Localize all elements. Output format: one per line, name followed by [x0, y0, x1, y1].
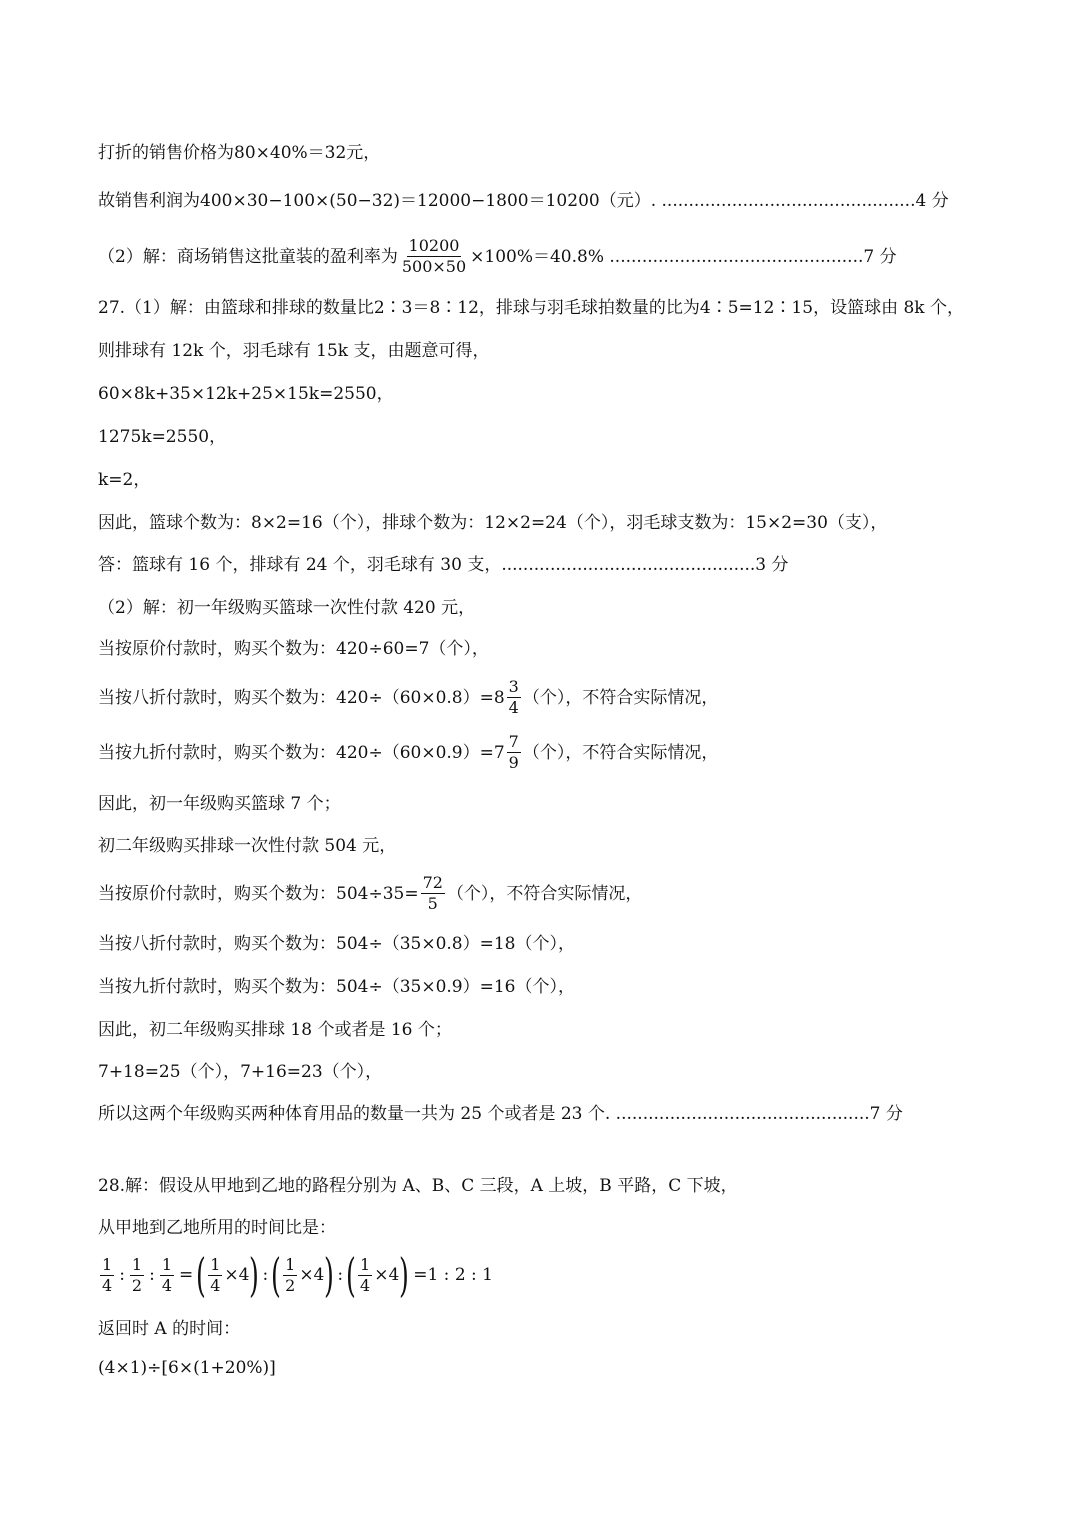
- text-line: [98, 596, 475, 620]
- fraction-numerator: 1: [131, 1254, 143, 1274]
- fraction-numerator: 1: [285, 1254, 296, 1274]
- text-line: [98, 792, 341, 816]
- line-text: 初二年级购买排球一次性付款 504 元，: [98, 836, 397, 856]
- text-line: [98, 296, 964, 320]
- line-text: （个），不符合实际情况，: [446, 883, 643, 904]
- line-text: 当按九折付款时，购买个数为：420÷（60×0.9）=7: [98, 742, 505, 763]
- line-text: (4×1)÷[6×(1+20%)]: [98, 1358, 276, 1378]
- left-paren: (: [196, 1248, 207, 1302]
- line-text: 返回时 A 的时间：: [98, 1319, 241, 1339]
- text-line: [98, 637, 489, 661]
- fraction-denominator: 4: [161, 1275, 173, 1295]
- right-paren: ): [324, 1248, 335, 1302]
- fraction-numerator: 10200: [408, 236, 460, 255]
- left-paren: (: [346, 1248, 356, 1302]
- fraction-numerator: 1: [102, 1254, 113, 1274]
- fraction-denominator: 5: [427, 894, 438, 913]
- fraction: [507, 677, 521, 718]
- fraction: [160, 1255, 174, 1296]
- text-line: [98, 382, 394, 406]
- equals-sign: =: [179, 1265, 194, 1285]
- line-text: 因此，初二年级购买排球 18 个或者是 16 个；: [98, 1020, 452, 1040]
- fraction: [100, 1255, 114, 1296]
- text-line: [98, 468, 150, 492]
- line-text: 则排球有 12k 个，羽毛球有 15k 支，由题意可得，: [98, 341, 490, 361]
- multiplier: ×4: [374, 1265, 400, 1285]
- line-text: 所以这两个年级购买两种体育用品的数量一共为 25 个或者是 23 个. ...............................................7 分: [98, 1104, 903, 1124]
- text-line: [98, 834, 396, 858]
- ratio-result: =1 : 2 : 1: [413, 1265, 493, 1285]
- line-text: 60×8k+35×12k+25×15k=2550，: [98, 384, 394, 404]
- fraction-numerator: 72: [422, 873, 443, 892]
- line-text: 当按原价付款时，购买个数为：504÷35=: [98, 883, 419, 904]
- right-paren: ): [399, 1248, 410, 1302]
- text-line: [98, 339, 489, 363]
- ratio-colon: :: [262, 1265, 269, 1285]
- fraction: [400, 236, 468, 277]
- text-line: [98, 932, 575, 956]
- fraction-numerator: 1: [161, 1254, 173, 1274]
- text-line: [98, 1060, 382, 1084]
- ratio-colon: :: [119, 1265, 125, 1285]
- line-text: （2）解：初一年级购买篮球一次性付款 420 元，: [98, 598, 476, 618]
- line-text: 1275k=2550，: [98, 427, 227, 447]
- line-text: 从甲地到乙地所用的时间比是：: [98, 1218, 336, 1238]
- line-text: 当按九折付款时，购买个数为：504÷（35×0.9）=16（个），: [98, 977, 575, 997]
- line-text: 答：篮球有 16 个，排球有 24 个，羽毛球有 30 支，...............................................3 分: [98, 555, 789, 575]
- line-text: 当按八折付款时，购买个数为：420÷（60×0.8）=8: [98, 687, 505, 708]
- line-text: （个），不符合实际情况，: [522, 687, 719, 708]
- text-line-with-fraction: [98, 236, 897, 277]
- fraction-denominator: 2: [131, 1275, 143, 1295]
- fraction: [130, 1255, 144, 1296]
- fraction: [421, 873, 445, 914]
- fraction: [283, 1255, 297, 1296]
- fraction-denominator: 4: [508, 698, 519, 717]
- line-text: ×100%＝40.8% ...............................................7 分: [470, 246, 897, 267]
- text-line-with-fraction: [98, 873, 642, 914]
- text-line: [98, 1174, 738, 1198]
- left-paren: (: [271, 1248, 282, 1302]
- fraction-numerator: 1: [360, 1254, 371, 1274]
- fraction-denominator: 4: [210, 1275, 221, 1295]
- fraction-denominator: 4: [360, 1275, 371, 1295]
- text-line: [98, 511, 887, 535]
- fraction-numerator: 7: [508, 732, 519, 751]
- fraction-denominator: 9: [508, 753, 519, 772]
- text-line: [98, 141, 380, 165]
- line-text: （2）解：商场销售这批童装的盈利率为: [98, 246, 398, 267]
- line-text: 因此，初一年级购买篮球 7 个；: [98, 794, 341, 814]
- text-line: [98, 1102, 903, 1126]
- line-text: （个），不符合实际情况，: [522, 742, 719, 763]
- fraction: [208, 1255, 222, 1296]
- line-text: 打折的销售价格为80×40%＝32元，: [98, 143, 381, 163]
- text-line: [98, 1356, 276, 1380]
- ratio-colon: :: [337, 1265, 344, 1285]
- multiplier: ×4: [299, 1265, 325, 1285]
- text-line: [98, 425, 226, 449]
- text-line: [98, 553, 789, 577]
- text-line-with-fraction: [98, 732, 718, 773]
- multiplier: ×4: [224, 1265, 250, 1285]
- ratio-equation: [98, 1248, 493, 1302]
- text-line: [98, 975, 575, 999]
- text-line: [98, 189, 949, 213]
- fraction-denominator: 2: [285, 1275, 296, 1295]
- fraction-denominator: 4: [102, 1275, 113, 1295]
- line-text: 故销售利润为400×30−100×(50−32)＝12000−1800＝10200（元）. ...............................................4 分: [98, 191, 949, 211]
- line-text: k=2，: [98, 470, 151, 490]
- fraction-numerator: 1: [210, 1254, 221, 1274]
- fraction-denominator: 500×50: [401, 257, 467, 276]
- line-text: 28.解：假设从甲地到乙地的路程分别为 A、B、C 三段，A 上坡，B 平路，C 下坡，: [98, 1176, 738, 1196]
- fraction: [358, 1255, 372, 1296]
- text-line: [98, 1317, 240, 1341]
- line-text: 因此，篮球个数为：8×2=16（个），排球个数为：12×2=24（个），羽毛球支数为：15×2=30（支），: [98, 513, 888, 533]
- text-line: [98, 1018, 452, 1042]
- line-text: 当按八折付款时，购买个数为：504÷（35×0.8）=18（个），: [98, 934, 575, 954]
- text-line-with-fraction: [98, 677, 718, 718]
- ratio-colon: :: [149, 1265, 155, 1285]
- right-paren: ): [249, 1248, 260, 1302]
- text-line: [98, 1216, 336, 1240]
- fraction: [507, 732, 521, 773]
- line-text: 7+18=25（个），7+16=23（个），: [98, 1062, 383, 1082]
- line-text: 当按原价付款时，购买个数为：420÷60=7（个），: [98, 639, 489, 659]
- line-text: 27.（1）解：由篮球和排球的数量比2∶3＝8∶12，排球与羽毛球拍数量的比为4∶5=12∶15，设篮球由 8k 个，: [98, 298, 964, 318]
- fraction-numerator: 3: [508, 677, 519, 696]
